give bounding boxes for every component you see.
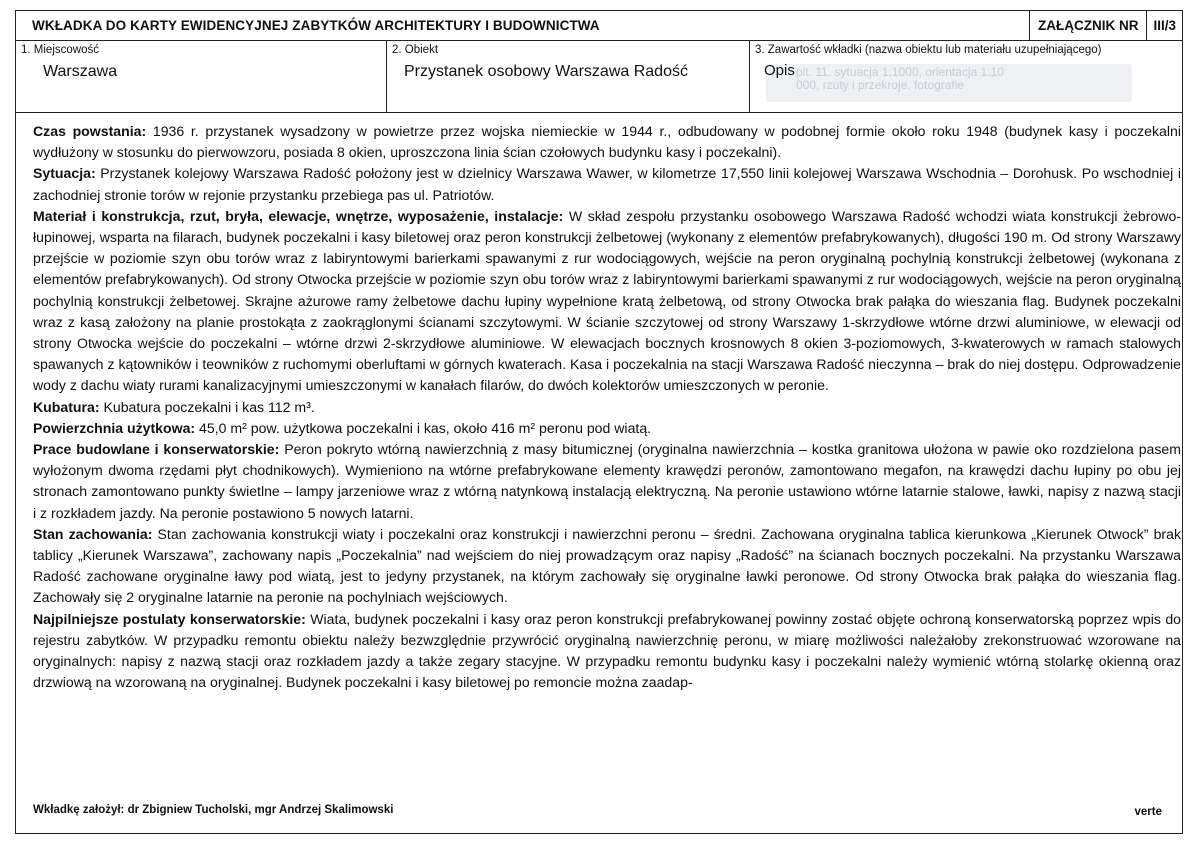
section-heading: Powierzchnia użytkowa: bbox=[33, 419, 196, 436]
header-row bbox=[16, 11, 1182, 41]
field-locality-value: Warszawa bbox=[43, 63, 118, 80]
section-text: Wiata, budynek poczekalni i kasy oraz peron konstrukcji prefabrykowanej powinny zostać objęte ochroną konserwatorską poprzez wpis do rejestru zabytków. W przypadku remontu obiektu należy bezwzględnie przywrócić oryginalną nawierzchnię peronu, w miarę możliwości należałoby zrekonstruować wzorowane na oryginalnych: napisy z nazwą stacji oraz rozkładem jazdy a także zegary stacyjne. W przypadku remontu budynku kasy i poczekalni należy wymienić wtórną stolarkę okienną oraz drzwiową na wzorowaną na oryginalnej. Budynek poczekalni i kasy biletowej po remoncie można zaadap- bbox=[33, 610, 1181, 691]
section-text: W skład zespołu przystanku osobowego Warszawa Radość wchodzi wiata konstrukcji żebrowo-łupinowej, wsparta na filarach, budynek poczekalni i kasy biletowej oraz peron konstrukcji żelbetowej (wykonany z elementów prefabrykowanych), długości 190 m. Od strony Warszawy przejście w poziomie szyn obu torów wraz z labiryntowymi barierkami spawanymi z rur wodociągowych, wejście na peron oryginalną pochylnią konstrukcji żelbetowej (wykonana z elementów prefabrykowanych). Od strony Otwocka przejście w poziomie szyn obu torów wraz z labiryntowymi barierkami spawanymi z rur wodociągowych, wejście na peron oryginalną pochylnią konstrukcji żelbetowej. Skrajne ażurowe ramy żelbetowe dachu łupiny wypełnione kratą żelbetową, od strony Otwocka brak pałąka do wieszania flag. Budynek poczekalni wraz z kasą założony na planie prostokąta z zaokrąglonymi ścianami szczytowymi. W ścianie szczytowej od strony Warszawy 1-skrzydłowe wtórne drzwi aluminiowe, w elewacji od strony Otwocka wejście do poczekalni – wtórne drzwi 2-skrzydłowe aluminiowe. W elewacjach bocznych krosnowych 8 okien 3-poziomowych, 3-kwaterowych w ramach stalowych spawanych z kątowników i teowników z ruchomymi oberluftami w górnych kwaterach. Kasa i poczekalnia na stacji Warszawa Radość nieczynna – brak do niej dostępu. Odprowadzenie wody z dachu wiaty rurami kanalizacyjnymi umieszczonymi w kanałach filarów, do dwóch kolektorów umieszczonych w peronie. bbox=[33, 207, 1181, 394]
section-postulates bbox=[33, 609, 1181, 694]
section-text: Peron pokryto wtórną nawierzchnią z masy bitumicznej (oryginalna nawierzchnia – kostka granitowa ułożona w pawie oko rozdzielona pasem wyłożonym dwoma rzędami płyt chodnikowych). Wymieniono na wtórne prefabrykowane elementy krawędzi peronów, zamontowano megafon, na krawędzi dachu łupiny po obu jej stronach zamontowano punkty świetlne – lampy jarzeniowe wraz z wtórną natynkową instalacją elektryczną. Na peronie ustawiono wtórne latarnie stalowe, ławki, napisy z nazwą stacji i z rozkładem jazdy. Na peronie postawiono 5 nowych latarni. bbox=[33, 441, 1182, 521]
section-location bbox=[33, 163, 1181, 205]
field-locality-label: 1. Miejscowość bbox=[21, 44, 99, 56]
section-construction bbox=[33, 206, 1181, 397]
section-heading: Kubatura: bbox=[33, 398, 100, 415]
section-works bbox=[33, 439, 1181, 524]
footer-authors: Wkładkę założył: dr Zbigniew Tucholski, mgr Andrzej Skalimowski bbox=[33, 804, 394, 816]
section-heading: Stan zachowania: bbox=[33, 525, 153, 542]
section-text: Stan zachowania konstrukcji wiaty i poczekalni oraz konstrukcji i nawierzchni peronu – średni. Zachowana oryginalna tablica kierunkowa „Kierunek Otwock” brak tablicy „Kierunek Warszawa”, zachowany napis „Poczekalnia” nad wejściem do niej prowadzącym oraz napisy „Radość” na ścianach bocznych poczekalni. Na przystanku Warszawa Radość zachowane oryginalne ławy pod wiatą, jest to jedyny przystanek, na którym zachowały się oryginalne ławki peronowe. Od strony Otwocka brak pałąka do wieszania flag. Zachowały się 2 oryginalne latarnie na peronie na pochylniach wejściowych. bbox=[33, 525, 1181, 606]
section-text: 1936 r. przystanek wysadzony w powietrze przez wojska niemieckie w 1944 r., odbudowany w podobnej formie około roku 1948 (budynek kasy i poczekalni wydłużony w stosunku do pierwowzoru, posiada 8 okien, uproszczona linia ścian czołowych budynku kasy i poczekalni). bbox=[33, 123, 1181, 161]
field-object-value: Przystanek osobowy Warszawa Radość bbox=[404, 63, 688, 80]
field-contents-label: 3. Zawartość wkładki (nazwa obiektu lub materiału uzupełniającego) bbox=[755, 44, 1102, 56]
section-volume bbox=[33, 397, 1181, 418]
field-contents-value: Opis bbox=[764, 62, 795, 79]
document-title: WKŁADKA DO KARTY EWIDENCYJNEJ ZABYTKÓW ARCHITEKTURY I BUDOWNICTWA bbox=[32, 18, 600, 33]
fields-row bbox=[16, 41, 1182, 113]
section-heading: Materiał i konstrukcja, rzut, bryła, elewacje, wnętrze, wyposażenie, instalacje: bbox=[33, 207, 564, 224]
description-body bbox=[33, 121, 1181, 693]
field-locality bbox=[16, 41, 386, 112]
section-text: Przystanek kolejowy Warszawa Radość położony jest w dzielnicy Warszawa Wawer, w kilometrze 17,550 linii kolejowej Warszawa Wschodnia – Dorohusk. Po wschodniej i zachodniej stronie torów w rejonie przystanku przebiega pas ul. Patriotów. bbox=[33, 165, 1181, 203]
field-contents-faded-text: plt. 11. sytuacja 1:1000, orientacja 1:10 000, rzuty i przekroje, fotografie bbox=[796, 65, 1004, 92]
annex-label: ZAŁĄCZNIK NR bbox=[1029, 11, 1147, 40]
section-heading: Prace budowlane i konserwatorskie: bbox=[33, 441, 280, 458]
section-creation bbox=[33, 121, 1181, 163]
section-heading: Najpilniejsze postulaty konserwatorskie: bbox=[33, 610, 306, 627]
field-object bbox=[386, 41, 749, 112]
field-contents bbox=[749, 41, 1184, 112]
section-usable-area bbox=[33, 418, 1181, 439]
field-object-label: 2. Obiekt bbox=[392, 44, 439, 56]
annex-number: III/3 bbox=[1146, 11, 1182, 40]
annex-box bbox=[1029, 11, 1182, 40]
section-text: Kubatura poczekalni i kas 112 m³. bbox=[103, 398, 315, 415]
section-heading: Sytuacja: bbox=[33, 165, 96, 182]
section-heading: Czas powstania: bbox=[33, 123, 147, 139]
section-text: 45,0 m² pow. użytkowa poczekalni i kas, około 416 m² peronu pod wiatą. bbox=[199, 419, 652, 436]
footer-verte: verte bbox=[1134, 806, 1162, 818]
section-condition bbox=[33, 524, 1181, 609]
document-card bbox=[15, 10, 1183, 834]
